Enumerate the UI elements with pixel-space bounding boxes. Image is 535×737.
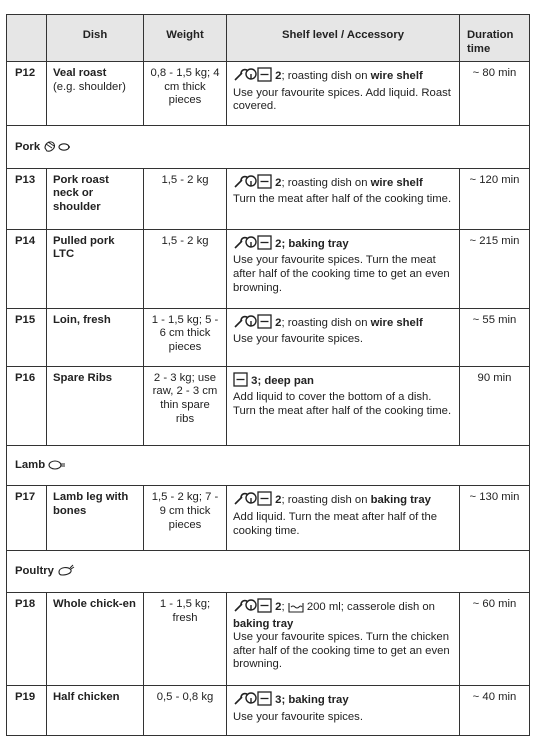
meat-probe-fan-icon <box>233 691 257 711</box>
header-code <box>7 15 47 62</box>
meat-probe-fan-icon <box>233 67 257 87</box>
meat-probe-fan-icon <box>233 174 257 194</box>
program-code: P17 <box>7 486 47 551</box>
section-row <box>7 551 530 593</box>
shelf-level: 2 <box>275 70 282 83</box>
weight: 1,5 - 2 kg; 7 - 9 cm thick pieces <box>144 486 227 551</box>
table-row <box>7 62 530 126</box>
table-row <box>7 229 530 308</box>
weight: 1,5 - 2 kg <box>144 168 227 229</box>
dish-name: Pulled pork LTC <box>47 229 144 308</box>
shelf-accessory: 2; roasting dish on baking tray Add liquid. Turn the meat after half of the cooking time. <box>227 486 460 551</box>
program-code: P15 <box>7 308 47 366</box>
weight: 1 - 1,5 kg; fresh <box>144 592 227 685</box>
section-row <box>7 126 530 169</box>
shelf-accessory: 2; 200 ml; casserole dish on baking tray Use your favourite spices. Turn the chicken after half of the cooking time to get an even browning. <box>227 592 460 685</box>
instructions: Add liquid. Turn the meat after half of the cooking time. <box>233 510 438 537</box>
table-row <box>7 685 530 735</box>
shelf-level: 2 <box>275 237 282 250</box>
weight: 1,5 - 2 kg <box>144 229 227 308</box>
section-lamb: Lamb <box>7 445 530 486</box>
shelf-level-icon <box>233 372 248 392</box>
duration: ~ 120 min <box>460 168 530 229</box>
weight: 1 - 1,5 kg; 5 - 6 cm thick pieces <box>144 308 227 366</box>
instructions: Use your favourite spices. Turn the meat after half of the cooking time to get an even browning. <box>233 254 450 294</box>
program-code: P12 <box>7 62 47 126</box>
instructions: Use your favourite spices. Turn the chicken after half of the cooking time to get an even browning. <box>233 631 450 671</box>
duration: ~ 55 min <box>460 308 530 366</box>
weight: 2 - 3 kg; use raw, 2 - 3 cm thin spare ribs <box>144 366 227 445</box>
table-row <box>7 486 530 551</box>
section-pork: Pork <box>7 126 530 169</box>
duration: ~ 40 min <box>460 685 530 735</box>
header-duration: Duration time <box>460 15 530 62</box>
dish-name: Spare Ribs <box>47 366 144 445</box>
instructions: Turn the meat after half of the cooking time. <box>233 193 452 206</box>
program-code: P14 <box>7 229 47 308</box>
shelf-level: 3 <box>275 693 282 706</box>
header-dish: Dish <box>47 15 144 62</box>
pig-icon <box>43 139 71 158</box>
shelf-level: 2 <box>275 316 282 329</box>
weight: 0,5 - 0,8 kg <box>144 685 227 735</box>
weight: 0,8 - 1,5 kg; 4 cm thick pieces <box>144 62 227 126</box>
shelf-accessory: 3; deep pan Add liquid to cover the bottom of a dish. Turn the meat after half of the cooking time. <box>227 366 460 445</box>
program-code: P19 <box>7 685 47 735</box>
shelf-level-icon <box>257 235 272 255</box>
shelf-accessory: 2; roasting dish on wire shelf Use your favourite spices. Add liquid. Roast covered. <box>227 62 460 126</box>
duration: ~ 130 min <box>460 486 530 551</box>
table-row <box>7 308 530 366</box>
water-tray-icon <box>288 601 304 618</box>
shelf-accessory: 2; roasting dish on wire shelf Use your favourite spices. <box>227 308 460 366</box>
shelf-level-icon <box>257 314 272 334</box>
shelf-level-icon <box>257 67 272 87</box>
meat-probe-fan-icon <box>233 598 257 618</box>
section-row <box>7 445 530 486</box>
header-shelf: Shelf level / Accessory <box>227 15 460 62</box>
dish-name: Whole chick-en <box>47 592 144 685</box>
shelf-level-icon <box>257 598 272 618</box>
cooking-table <box>6 14 530 736</box>
instructions: Use your favourite spices. Add liquid. Roast covered. <box>233 86 451 113</box>
dish-name: Loin, fresh <box>47 308 144 366</box>
duration: 90 min <box>460 366 530 445</box>
dish-name: Veal roast (e.g. shoulder) <box>47 62 144 126</box>
instructions: Use your favourite spices. <box>233 333 363 346</box>
program-code: P13 <box>7 168 47 229</box>
table-header-row <box>7 15 530 62</box>
shelf-accessory: 2; roasting dish on wire shelf Turn the meat after half of the cooking time. <box>227 168 460 229</box>
poultry-icon <box>57 564 75 582</box>
table-row <box>7 168 530 229</box>
shelf-level-icon <box>257 174 272 194</box>
lamb-icon <box>48 459 66 476</box>
instructions: Use your favourite spices. <box>233 710 363 723</box>
program-code: P18 <box>7 592 47 685</box>
shelf-level: 2 <box>275 600 282 613</box>
table-row <box>7 366 530 445</box>
duration: ~ 80 min <box>460 62 530 126</box>
shelf-level-icon <box>257 491 272 511</box>
duration: ~ 60 min <box>460 592 530 685</box>
dish-name: Pork roast neck or shoulder <box>47 168 144 229</box>
shelf-accessory: 3; baking tray Use your favourite spices. <box>227 685 460 735</box>
dish-name: Half chicken <box>47 685 144 735</box>
program-code: P16 <box>7 366 47 445</box>
meat-probe-fan-icon <box>233 235 257 255</box>
shelf-level: 3 <box>251 374 258 387</box>
meat-probe-fan-icon <box>233 491 257 511</box>
instructions: Add liquid to cover the bottom of a dish. Turn the meat after half of the cooking time. <box>233 391 452 417</box>
shelf-level-icon <box>257 691 272 711</box>
section-poultry: Poultry <box>7 551 530 593</box>
header-weight: Weight <box>144 15 227 62</box>
shelf-level: 2 <box>275 176 282 189</box>
shelf-level: 2 <box>275 494 282 507</box>
shelf-accessory: 2; baking tray Use your favourite spices. Turn the meat after half of the cooking time to get an even browning. <box>227 229 460 308</box>
duration: ~ 215 min <box>460 229 530 308</box>
meat-probe-fan-icon <box>233 314 257 334</box>
table-row <box>7 592 530 685</box>
dish-name: Lamb leg with bones <box>47 486 144 551</box>
